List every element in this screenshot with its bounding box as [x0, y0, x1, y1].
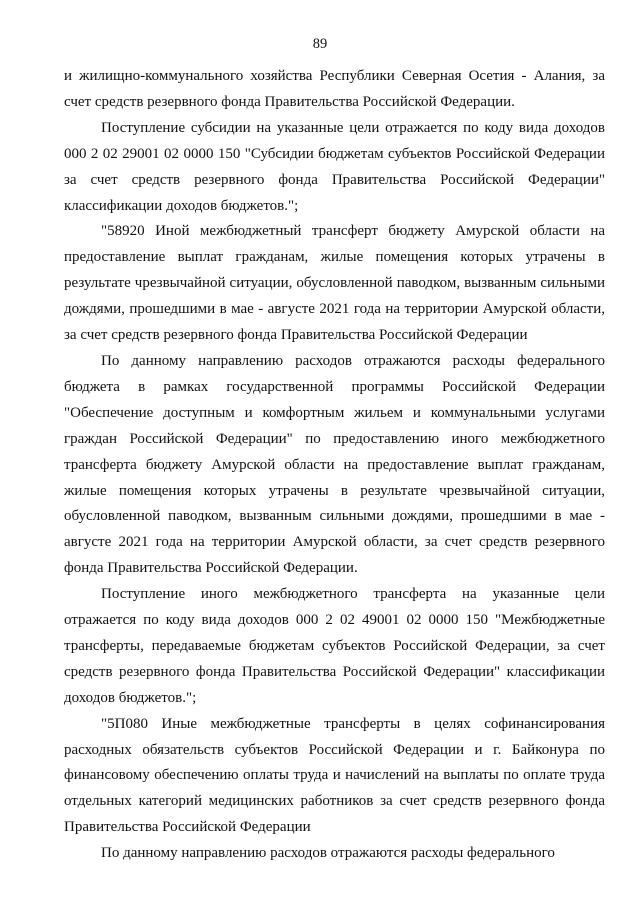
page-number: 89 — [312, 36, 328, 52]
paragraph-7: По данному направлению расходов отражаются расходы федерального — [101, 845, 555, 862]
document-body — [64, 64, 605, 867]
paragraph-5: Поступление иного межбюджетного трансферта на указанные цели отражается по коду вида доходов 000 2 02 49001 02 0000 150 "Межбюджетные трансферты, передаваемые бюджетам субъектов Российской Федерации, за счет средств резервного фонда Правительства Российской Федерации" классификации доходов бюджетов."; — [64, 586, 605, 706]
paragraph-2: Поступление субсидии на указанные цели отражается по коду вида доходов 000 2 02 29001 02 0000 150 "Субсидии бюджетам субъектов Российской Федерации за счет средств резервного фонда Правительства Российской Федерации" классификации доходов бюджетов."; — [64, 119, 605, 214]
paragraph-6: "5П080 Иные межбюджетные трансферты в целях софинансирования расходных обязательств субъектов Российской Федерации и г. Байконура по финансовому обеспечению оплаты труда и начислений на выплаты по оплате труда отдельных категорий медицинских работников за счет средств резервного фонда Правительства Российской Федерации — [64, 715, 605, 836]
paragraph-4: По данному направлению расходов отражаются расходы федерального бюджета в рамках государственной программы Российской Федерации "Обеспечение доступным и комфортным жильем и коммунальными услугами граждан Российской Федерации" по предоставлению иного межбюджетного трансферта бюджету Амурской области на предоставление выплат гражданам, жилые помещения которых утрачены в результате чрезвычайной ситуации, обусловленной паводком, вызванным сильными дождями, прошедшими в мае - августе 2021 года на территории Амурской области, за счет средств резервного фонда Правительства Российской Федерации. — [64, 352, 605, 577]
paragraph-3: "58920 Иной межбюджетный трансферт бюджету Амурской области на предоставление выплат гражданам, жилые помещения которых утрачены в результате чрезвычайной ситуации, обусловленной паводком, вызванным сильными дождями, прошедшими в мае - августе 2021 года на территории Амурской области, за счет средств резервного фонда Правительства Российской Федерации — [64, 223, 605, 344]
paragraph-1: и жилищно-коммунального хозяйства Республики Северная Осетия - Алания, за счет средств резервного фонда Правительства Российской Федерации. — [64, 68, 605, 110]
